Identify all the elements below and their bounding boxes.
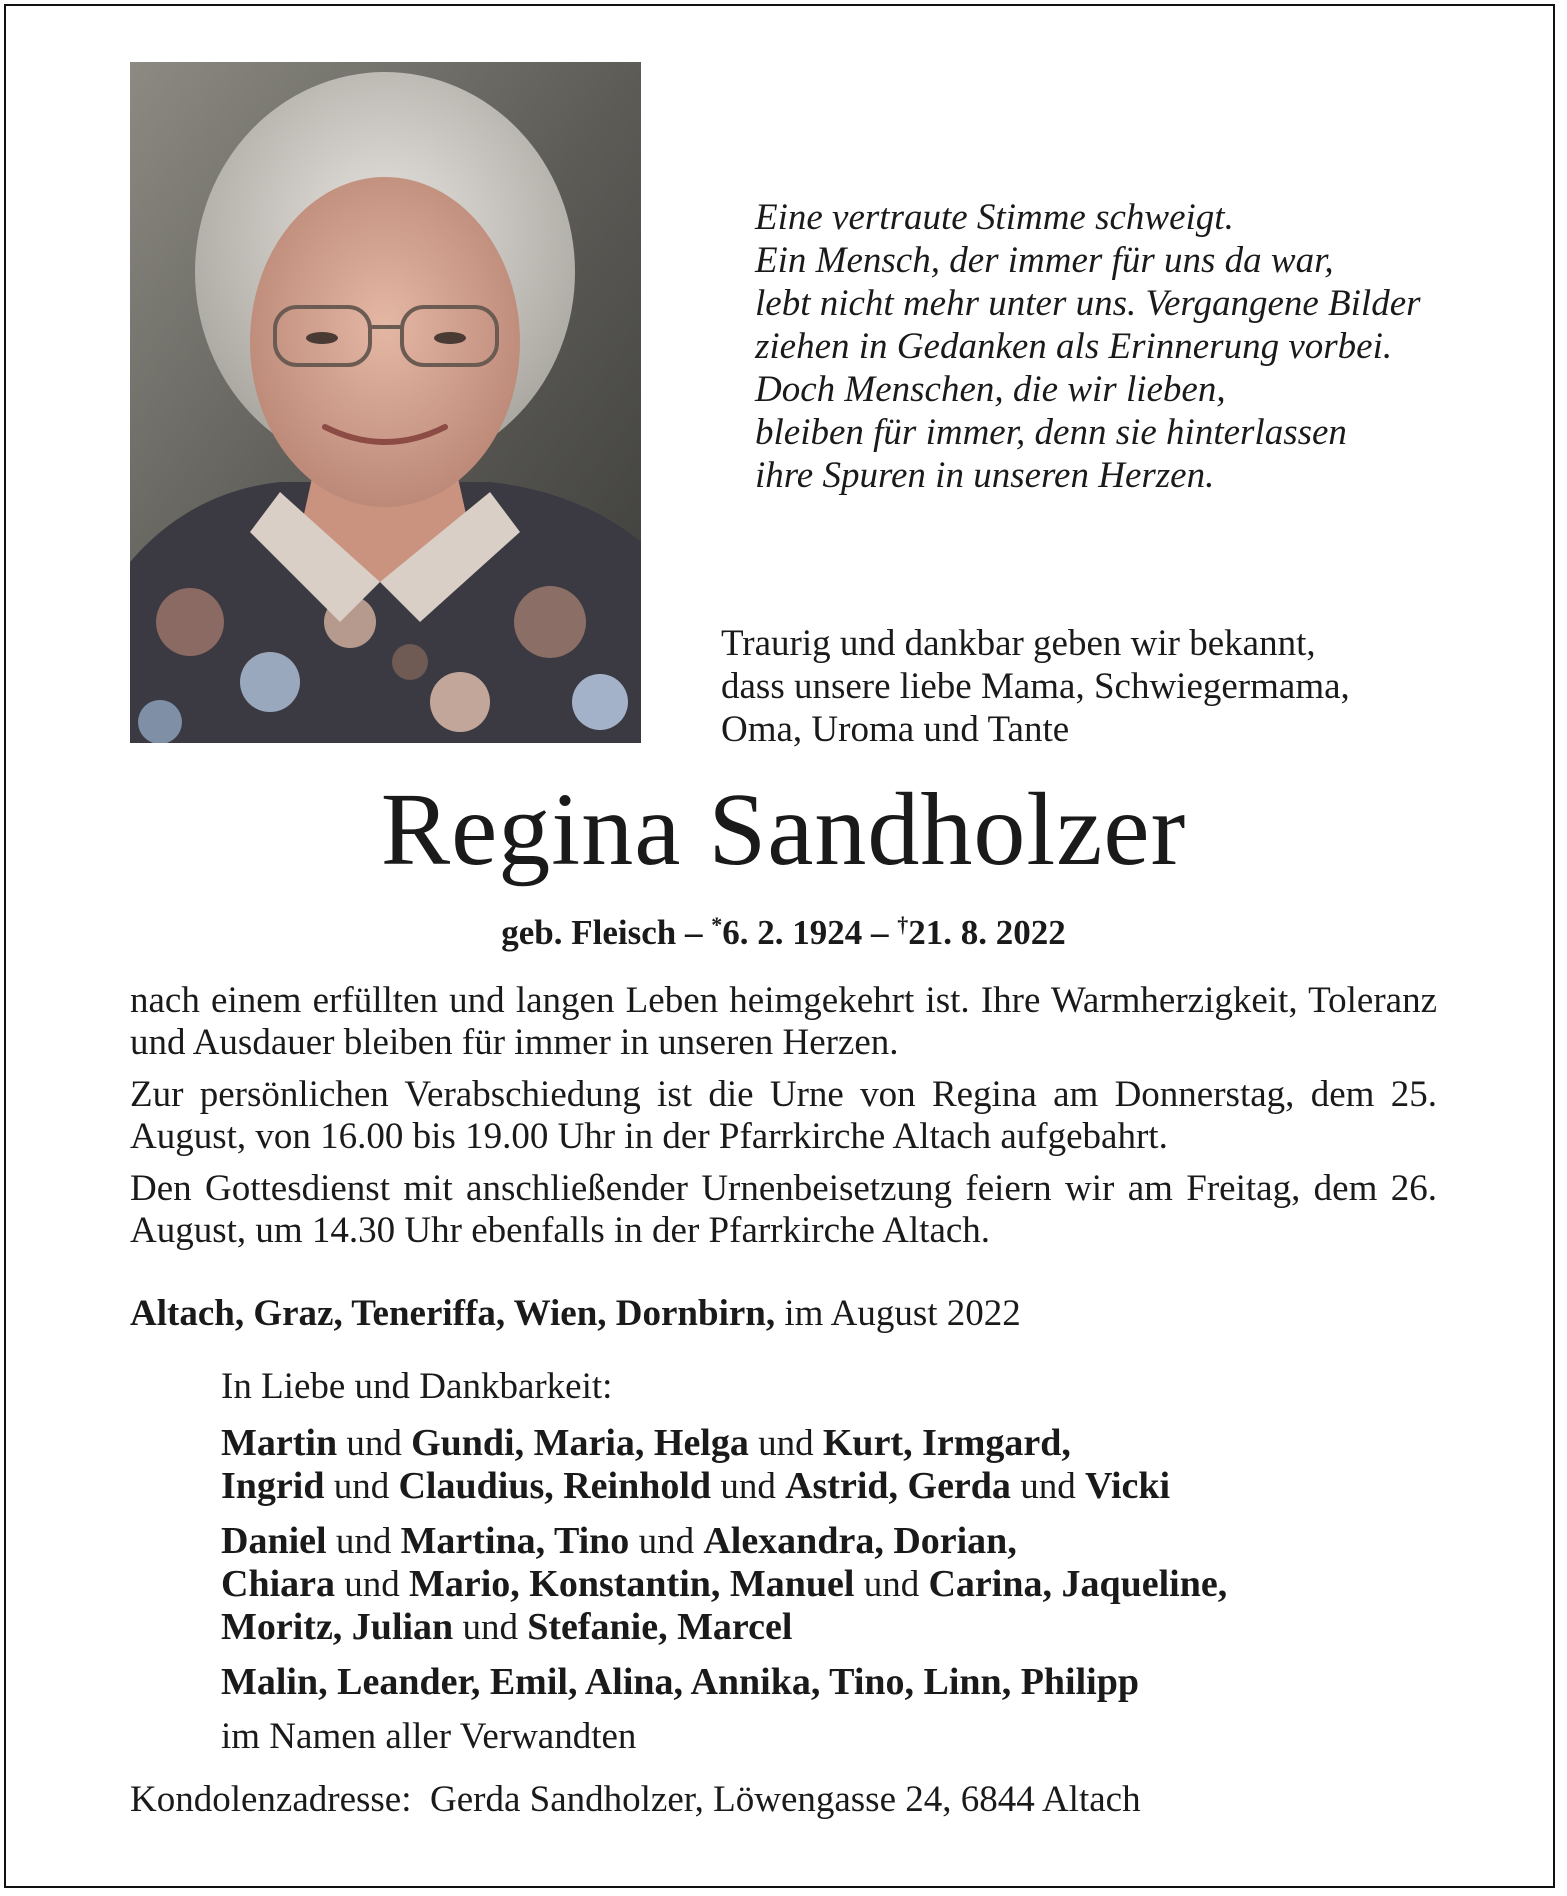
portrait-photo bbox=[130, 62, 641, 743]
mourner-name: Claudius, Reinhold bbox=[398, 1465, 712, 1507]
relatives-line: im Namen aller Verwandten bbox=[221, 1716, 637, 1757]
poem bbox=[755, 196, 1475, 497]
poem-line: Doch Menschen, die wir lieben, bbox=[755, 369, 1226, 410]
mourners-heading: In Liebe und Dankbarkeit: bbox=[221, 1366, 613, 1407]
deceased-name: Regina Sandholzer bbox=[380, 772, 1187, 887]
mourner-name: Moritz, Julian bbox=[221, 1606, 454, 1648]
mourner-name: Chiara bbox=[221, 1563, 335, 1605]
places: Altach, Graz, Teneriffa, Wien, Dornbirn, bbox=[130, 1293, 776, 1334]
mourner-name: Martin bbox=[221, 1422, 338, 1464]
connector-text: und bbox=[337, 1423, 412, 1464]
mourner-name: Alexandra, Dorian, bbox=[703, 1520, 1017, 1562]
connector-text: und bbox=[711, 1466, 786, 1507]
separator: – bbox=[684, 913, 703, 952]
poem-line: Ein Mensch, der immer für uns da war, bbox=[755, 240, 1334, 281]
children-group bbox=[221, 1422, 1461, 1508]
connector-text: und bbox=[324, 1466, 399, 1507]
connector-text: und bbox=[748, 1423, 823, 1464]
birth-symbol: * bbox=[711, 912, 723, 937]
birth-date: 6. 2. 1924 bbox=[722, 913, 863, 952]
maiden-name: geb. Fleisch bbox=[501, 913, 677, 952]
mourner-name: Mario, Konstantin, Manuel bbox=[409, 1563, 855, 1605]
body-paragraph: nach einem erfüllten und langen Leben heimgekehrt ist. Ihre Warmherzigkeit, Toleranz und Ausdauer bleiben für immer in unseren Herzen. bbox=[130, 980, 1437, 1063]
connector-text: und bbox=[326, 1521, 401, 1562]
poem-line: lebt nicht mehr unter uns. Vergangene Bilder bbox=[755, 283, 1421, 324]
connector-text: und bbox=[1010, 1466, 1085, 1507]
great-grandchildren-group bbox=[221, 1661, 1461, 1704]
connector-text: und bbox=[629, 1521, 704, 1562]
notice-body bbox=[130, 980, 1437, 1262]
poem-line: bleiben für immer, denn sie hinterlassen bbox=[755, 412, 1347, 453]
grandchildren-group bbox=[221, 1520, 1461, 1649]
connector-text: und bbox=[854, 1564, 929, 1605]
intro-line: Oma, Uroma und Tante bbox=[721, 709, 1070, 750]
life-dates bbox=[130, 903, 1437, 955]
mourner-name: Ingrid bbox=[221, 1465, 325, 1507]
mourner-line bbox=[221, 1422, 1461, 1465]
intro-line: Traurig und dankbar geben wir bekannt, bbox=[721, 623, 1316, 664]
mourner-name: Gundi, Maria, Helga bbox=[411, 1422, 749, 1464]
mourner-line bbox=[221, 1563, 1461, 1606]
place-and-date bbox=[130, 1292, 1437, 1336]
mourner-name: Stefanie, Marcel bbox=[527, 1606, 793, 1648]
death-symbol: † bbox=[897, 912, 909, 937]
mourners bbox=[221, 1366, 1461, 1758]
connector-text: und bbox=[453, 1607, 528, 1648]
mourner-name: Daniel bbox=[221, 1520, 327, 1562]
mourner-name: Carina, Jaqueline, bbox=[928, 1563, 1228, 1605]
announcement-intro bbox=[721, 622, 1441, 751]
condolence-address bbox=[130, 1778, 1437, 1822]
notice-date: im August 2022 bbox=[784, 1293, 1021, 1334]
connector-text: und bbox=[335, 1564, 409, 1605]
mourner-name: Kurt, Irmgard, bbox=[822, 1422, 1071, 1464]
great-grandchildren: Malin, Leander, Emil, Alina, Annika, Tino, Linn, Philipp bbox=[221, 1661, 1139, 1703]
poem-line: ihre Spuren in unseren Herzen. bbox=[755, 455, 1215, 496]
poem-line: ziehen in Gedanken als Erinnerung vorbei. bbox=[755, 326, 1393, 367]
poem-line: Eine vertraute Stimme schweigt. bbox=[755, 197, 1234, 238]
mourner-name: Martina, Tino bbox=[400, 1520, 630, 1562]
mourner-line bbox=[221, 1606, 1461, 1649]
mourner-name: Vicki bbox=[1084, 1465, 1171, 1507]
mourner-name: Astrid, Gerda bbox=[785, 1465, 1011, 1507]
mourner-line bbox=[221, 1520, 1461, 1563]
condolence-address-text: Gerda Sandholzer, Löwengasse 24, 6844 Altach bbox=[430, 1779, 1141, 1820]
body-paragraph: Zur persönlichen Verabschiedung ist die Urne von Regina am Donnerstag, dem 25. August, von 16.00 bis 19.00 Uhr in der Pfarrkirche Altach aufgebahrt. bbox=[130, 1074, 1437, 1157]
mourner-line bbox=[221, 1465, 1461, 1508]
intro-line: dass unsere liebe Mama, Schwiegermama, bbox=[721, 666, 1350, 707]
body-paragraph: Den Gottesdienst mit anschließender Urnenbeisetzung feiern wir am Freitag, dem 26. August, um 14.30 Uhr ebenfalls in der Pfarrkirche Altach. bbox=[130, 1168, 1437, 1251]
condolence-label: Kondolenzadresse: bbox=[130, 1779, 412, 1820]
separator: – bbox=[870, 913, 889, 952]
death-date: 21. 8. 2022 bbox=[908, 913, 1066, 952]
